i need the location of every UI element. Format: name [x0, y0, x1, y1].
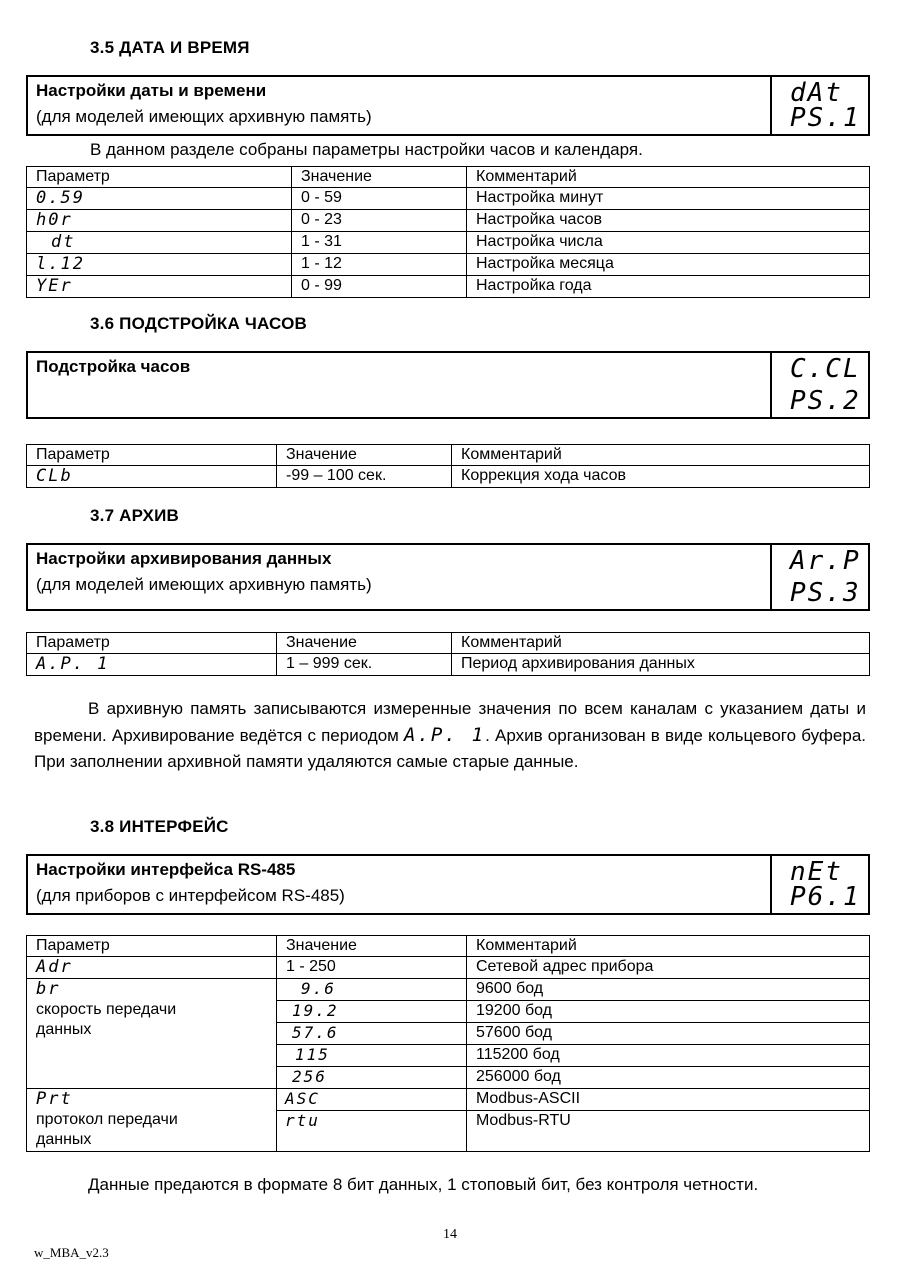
- table-row: [27, 979, 870, 1001]
- param-value: 0 - 23: [292, 210, 467, 232]
- param-code: YEr: [36, 276, 73, 296]
- menu-code-display: [770, 856, 868, 913]
- param-value: 0 - 99: [292, 276, 467, 298]
- settings-box-date-time: [26, 75, 870, 136]
- header-param: Параметр: [27, 936, 277, 957]
- section-heading-date-time: 3.5 ДАТА И ВРЕМЯ: [90, 38, 250, 57]
- protocol-param-cell: [27, 1089, 277, 1152]
- param-comment: Modbus-RTU: [467, 1111, 870, 1152]
- header-value: Значение: [277, 936, 467, 957]
- menu-code-line2: PS.1: [790, 103, 861, 133]
- header-param: Параметр: [27, 445, 277, 466]
- param-comment: 9600 бод: [467, 979, 870, 1001]
- table-row: [27, 1089, 870, 1111]
- box-subtitle: (для моделей имеющих архивную память): [36, 107, 372, 126]
- param-code: h0r: [36, 210, 73, 230]
- params-table-date-time: [26, 166, 870, 298]
- settings-box-interface: [26, 854, 870, 915]
- value-code: 57.6: [292, 1023, 339, 1042]
- section-intro: В данном разделе собраны параметры настройки часов и календаря.: [90, 140, 643, 159]
- param-comment: 19200 бод: [467, 1001, 870, 1023]
- value-code: 9.6: [301, 979, 336, 998]
- data-format-note: Данные предаются в формате 8 бит данных, 1 стоповый бит, без контроля четности.: [88, 1175, 759, 1194]
- menu-code-line1: Ar.P: [790, 546, 861, 576]
- params-table-clock-adjust: [26, 444, 870, 488]
- header-value: Значение: [277, 633, 452, 654]
- table-header-row: [27, 936, 870, 957]
- menu-code-line2: P6.1: [790, 882, 861, 912]
- params-table-interface: [26, 935, 870, 1152]
- param-value: 1 - 250: [277, 957, 467, 979]
- menu-code-display: [770, 77, 868, 134]
- box-subtitle: (для моделей имеющих архивную память): [36, 575, 372, 594]
- param-comment: Настройка числа: [467, 232, 870, 254]
- menu-code-line1: C.CL: [790, 354, 861, 384]
- archive-text-part1: В архивную память записываются измеренные значения по всем каналам с указанием даты и времени. Архивирование ведётся с периодом: [34, 699, 866, 745]
- menu-code-line2: PS.3: [790, 578, 861, 608]
- section-heading-archive: 3.7 АРХИВ: [90, 506, 179, 525]
- value-code: ASC: [285, 1089, 320, 1108]
- value-code: 115: [295, 1045, 330, 1064]
- table-row: [27, 232, 870, 254]
- param-comment: Modbus-ASCII: [467, 1089, 870, 1111]
- archive-description: [34, 696, 866, 775]
- header-param: Параметр: [27, 633, 277, 654]
- header-comment: Комментарий: [467, 167, 870, 188]
- param-value: 1 - 31: [292, 232, 467, 254]
- table-row: [27, 254, 870, 276]
- param-comment: 256000 бод: [467, 1067, 870, 1089]
- table-row: [27, 957, 870, 979]
- box-title: Настройки интерфейса RS-485: [36, 860, 296, 879]
- param-comment: Настройка года: [467, 276, 870, 298]
- settings-box-archive: [26, 543, 870, 611]
- archive-period-code: A.P. 1: [404, 724, 486, 746]
- box-title: Настройки даты и времени: [36, 81, 267, 100]
- param-code: l.12: [36, 254, 85, 274]
- param-comment: Сетевой адрес прибора: [467, 957, 870, 979]
- header-comment: Комментарий: [452, 633, 870, 654]
- menu-code-display: [770, 353, 868, 417]
- header-comment: Комментарий: [467, 936, 870, 957]
- param-value: 1 – 999 сек.: [277, 654, 452, 676]
- box-subtitle: (для приборов с интерфейсом RS-485): [36, 886, 345, 905]
- header-value: Значение: [292, 167, 467, 188]
- param-code: Adr: [36, 957, 73, 977]
- param-code: 0.59: [36, 188, 85, 208]
- table-header-row: [27, 445, 870, 466]
- param-description-line2: данных: [36, 1021, 92, 1038]
- settings-box-clock-adjust: [26, 351, 870, 419]
- param-description-line1: протокол передачи: [36, 1111, 178, 1128]
- header-param: Параметр: [27, 167, 292, 188]
- menu-code-line1: dAt: [790, 78, 843, 108]
- header-value: Значение: [277, 445, 452, 466]
- value-code: 19.2: [292, 1001, 339, 1020]
- table-row: [27, 210, 870, 232]
- document-id: w_MBA_v2.3: [34, 1245, 109, 1260]
- table-row: [27, 654, 870, 676]
- page-number: 14: [443, 1227, 457, 1242]
- table-header-row: [27, 633, 870, 654]
- param-code: A.P. 1: [36, 654, 110, 674]
- menu-code-line1: nEt: [790, 857, 843, 887]
- table-row: [27, 276, 870, 298]
- table-row: [27, 188, 870, 210]
- param-comment: 115200 бод: [467, 1045, 870, 1067]
- archive-text-part2: . Архив организован в виде кольцевого буфера. При заполнении архивной памяти удаляются самые старые данные.: [34, 726, 866, 771]
- header-comment: Комментарий: [452, 445, 870, 466]
- param-value: -99 – 100 сек.: [277, 466, 452, 488]
- param-code: Prt: [36, 1089, 73, 1109]
- menu-code-line2: PS.2: [790, 386, 861, 416]
- param-code: dt: [51, 232, 76, 252]
- table-row: [27, 466, 870, 488]
- param-comment: Настройка месяца: [467, 254, 870, 276]
- param-comment: Коррекция хода часов: [452, 466, 870, 488]
- box-title: Настройки архивирования данных: [36, 549, 332, 568]
- param-comment: Период архивирования данных: [452, 654, 870, 676]
- baud-rate-param-cell: [27, 979, 277, 1089]
- params-table-archive: [26, 632, 870, 676]
- param-comment: Настройка часов: [467, 210, 870, 232]
- param-value: 0 - 59: [292, 188, 467, 210]
- param-description-line2: данных: [36, 1131, 92, 1148]
- section-heading-interface: 3.8 ИНТЕРФЕЙС: [90, 817, 229, 836]
- param-comment: Настройка минут: [467, 188, 870, 210]
- param-description-line1: скорость передачи: [36, 1001, 177, 1018]
- value-code: rtu: [285, 1111, 320, 1130]
- table-header-row: [27, 167, 870, 188]
- param-comment: 57600 бод: [467, 1023, 870, 1045]
- value-code: 256: [292, 1067, 327, 1086]
- section-heading-clock-adjust: 3.6 ПОДСТРОЙКА ЧАСОВ: [90, 314, 308, 333]
- menu-code-display: [770, 545, 868, 609]
- param-code: CLb: [36, 466, 73, 486]
- box-title: Подстройка часов: [36, 357, 191, 376]
- param-code: br: [36, 979, 61, 999]
- param-value: 1 - 12: [292, 254, 467, 276]
